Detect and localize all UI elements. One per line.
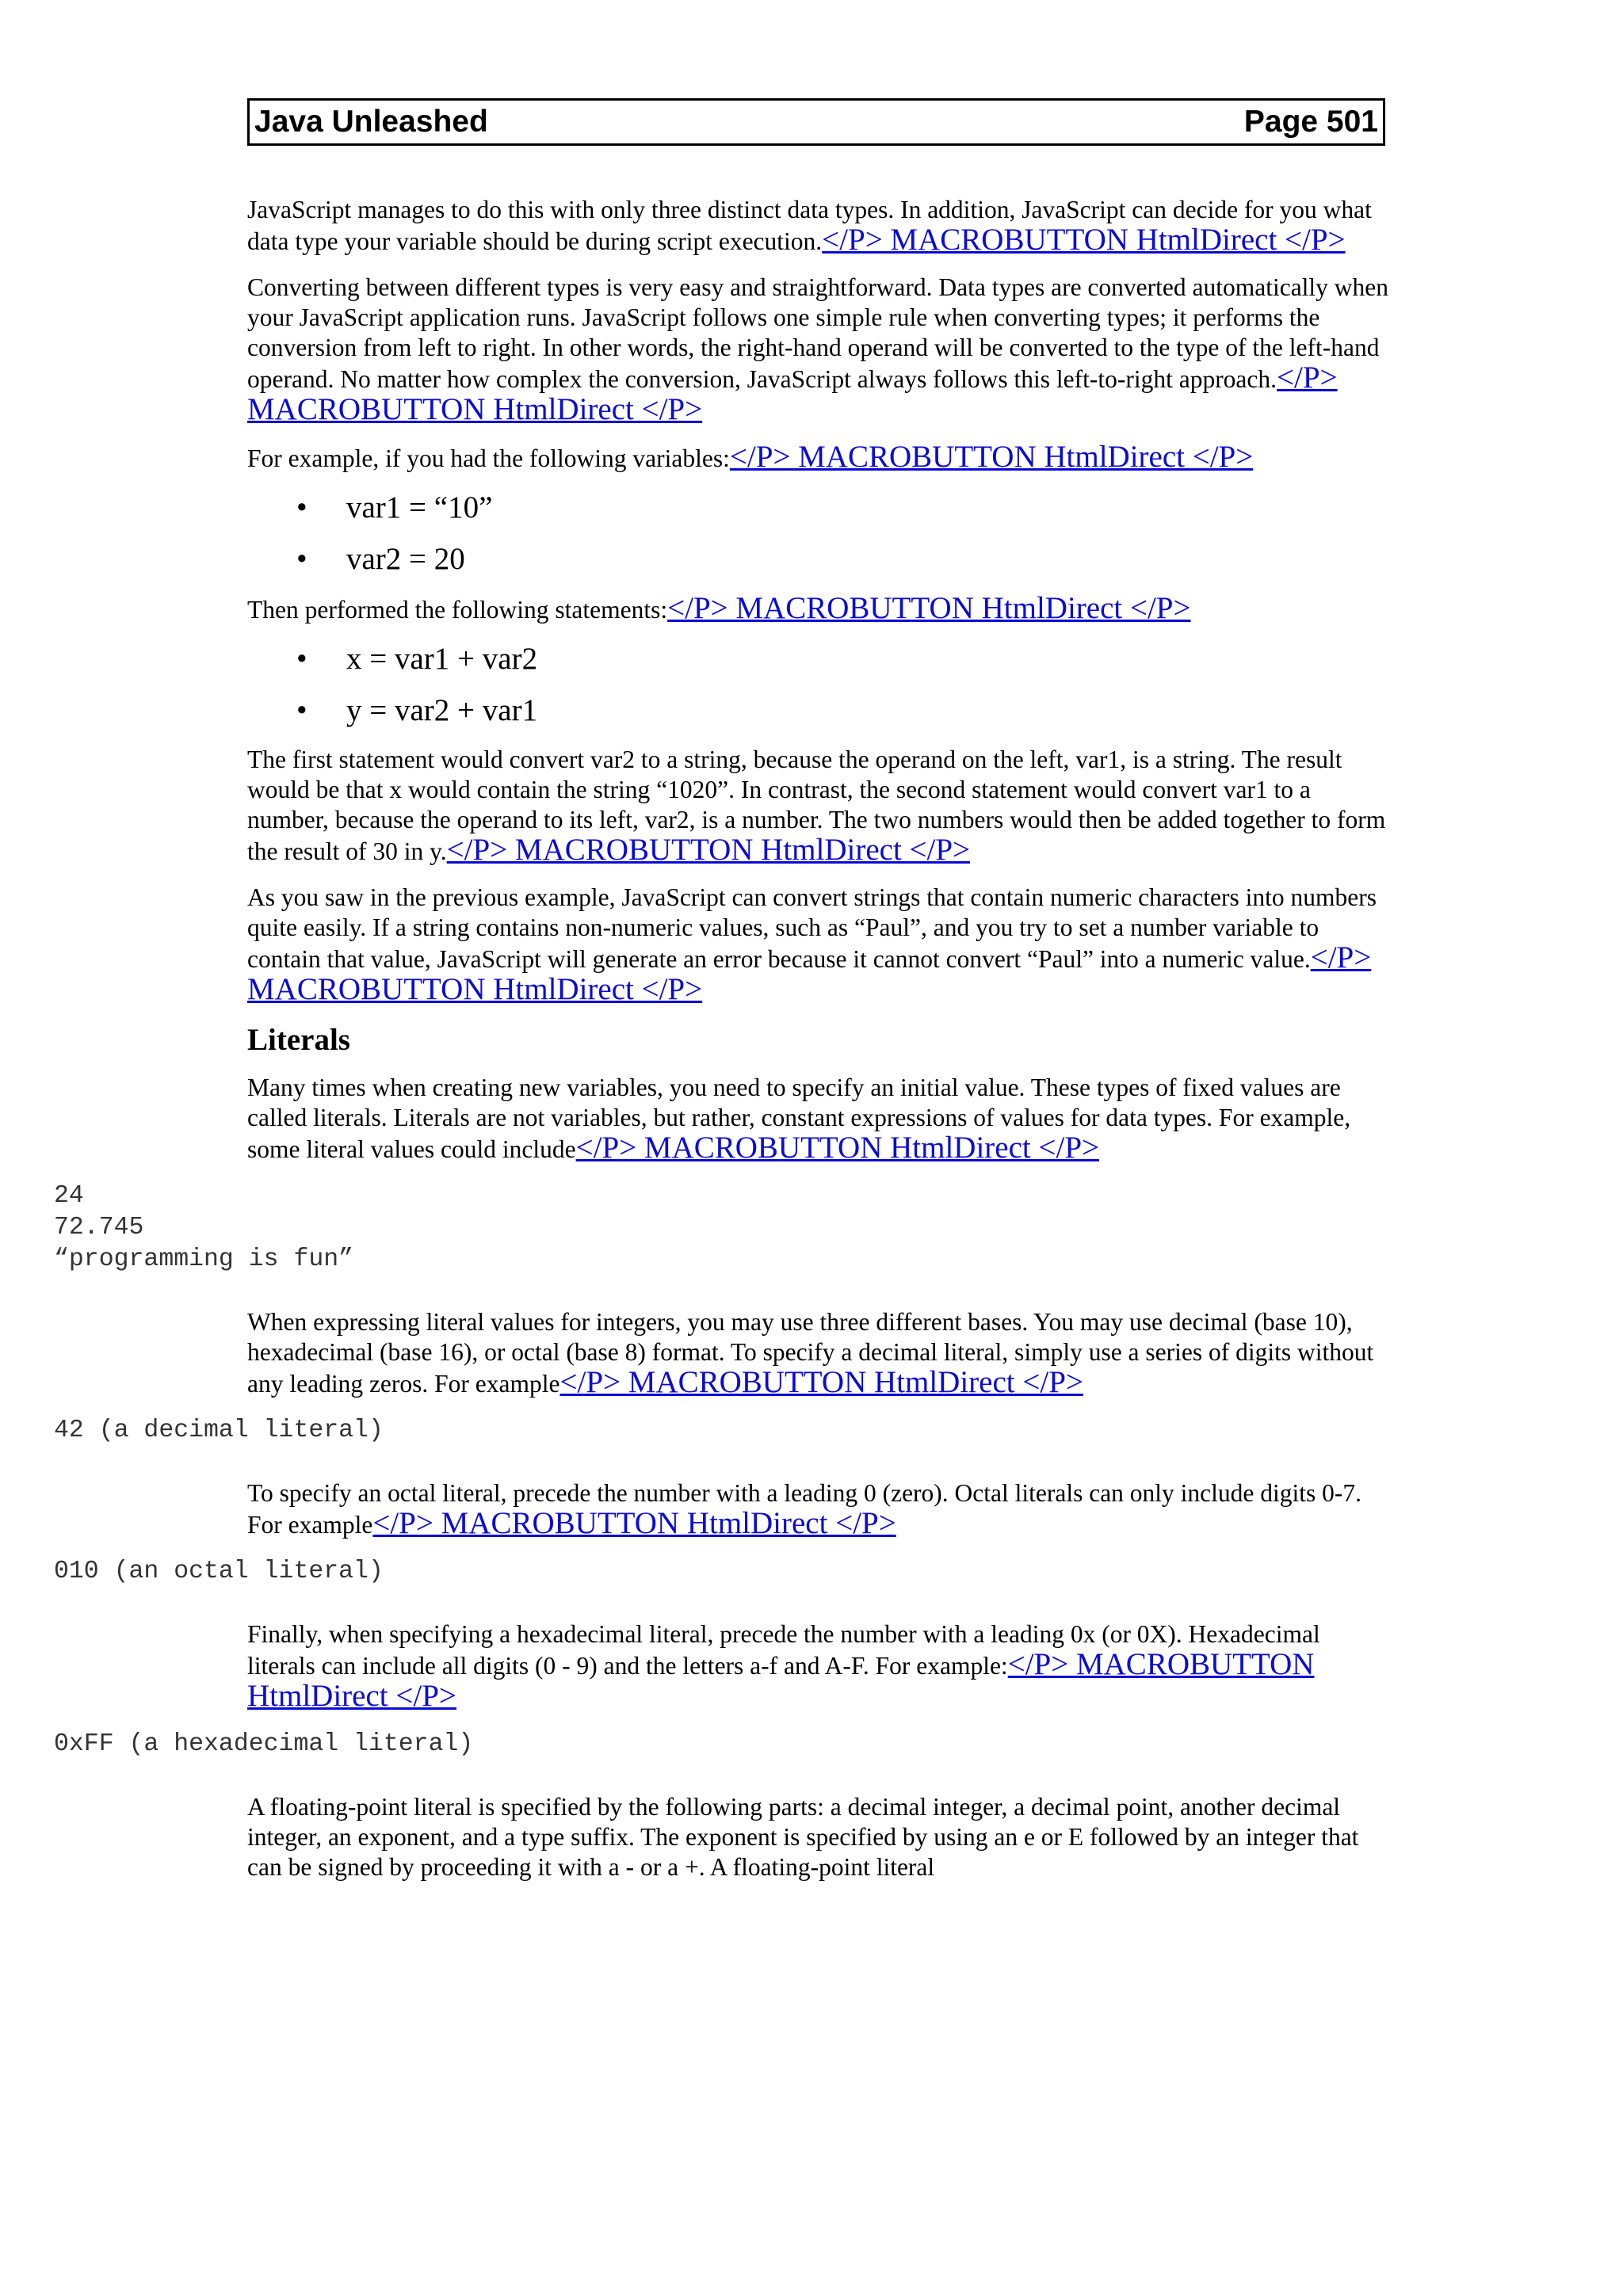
page-content	[54, 195, 1392, 1898]
statements-list	[247, 641, 1392, 729]
page-header	[247, 98, 1385, 146]
macrobutton-link[interactable]: </P> MACROBUTTON HtmlDirect </P>	[446, 833, 971, 867]
paragraph-11	[247, 1792, 1392, 1882]
paragraph-10	[247, 1619, 1392, 1713]
paragraph-4	[247, 593, 1392, 625]
code-block	[54, 1415, 1392, 1447]
variables-list	[247, 490, 1392, 578]
macrobutton-link[interactable]: </P> MACROBUTTON HtmlDirect </P>	[372, 1506, 896, 1540]
code-block	[54, 1180, 1392, 1276]
macrobutton-link[interactable]: </P> MACROBUTTON HtmlDirect </P>	[247, 940, 1372, 1006]
paragraph-8	[247, 1307, 1392, 1399]
code-line: 42 (a decimal literal)	[54, 1417, 384, 1444]
macrobutton-link[interactable]: </P> MACROBUTTON HtmlDirect </P>	[247, 1647, 1315, 1713]
book-title: Java Unleashed	[254, 105, 488, 139]
macrobutton-link[interactable]: </P> MACROBUTTON HtmlDirect </P>	[247, 360, 1338, 426]
paragraph-text: The first statement would convert var2 to a string, because the operand on the left, var1, is a string. The result would be that x would contain the string “1020”. In contrast, the second statement would convert var1 to a number, because the operand to its left, var2, is a number. The two numbers would then be added together to form the result of 30 in y.	[247, 746, 1386, 865]
list-item: • y = var2 + var1	[296, 693, 538, 727]
page-number: Page 501	[1243, 105, 1378, 139]
paragraph-6	[247, 883, 1392, 1006]
list-item: • x = var1 + var2	[296, 642, 538, 676]
macrobutton-link[interactable]: </P> MACROBUTTON HtmlDirect </P>	[822, 223, 1346, 257]
bullet-icon: •	[296, 542, 307, 576]
macrobutton-link[interactable]: </P> MACROBUTTON HtmlDirect </P>	[729, 440, 1254, 474]
paragraph-text: As you saw in the previous example, JavaScript can convert strings that contain numeric characters into numbers quite easily. If a string contains non-numeric values, such as “Paul”, and you try to set a number variable to contain that value, JavaScript will generate an error because it cannot convert “Paul” into a numeric value.	[247, 883, 1377, 973]
code-line: “programming is fun”	[54, 1245, 354, 1273]
code-line: 72.745	[54, 1214, 144, 1241]
paragraph-text: Finally, when specifying a hexadecimal literal, precede the number with a leading 0x (or 0X). Hexadecimal literals can include all digits (0 - 9) and the letters a-f and A-F. For example:	[247, 1620, 1320, 1680]
code-block	[54, 1556, 1392, 1588]
bullet-icon: •	[296, 693, 307, 727]
paragraph-text: Converting between different types is very easy and straightforward. Data types are converted automatically when your JavaScript application runs. JavaScript follows one simple rule when converting types; it performs the conversion from left to right. In other words, the right-hand operand will be converted to the type of the left-hand operand. No matter how complex the conversion, JavaScript always follows this left-to-right approach.	[247, 273, 1389, 393]
paragraph-text: A floating-point literal is specified by the following parts: a decimal integer, a decimal point, another decimal integer, an exponent, and a type suffix. The exponent is specified by using an e or E followed by an integer that can be signed by proceeding it with a - or a +. A floating-point literal	[247, 1793, 1359, 1881]
paragraph-1	[247, 195, 1392, 257]
paragraph-2	[247, 273, 1392, 426]
code-line: 010 (an octal literal)	[54, 1558, 384, 1585]
paragraph-text: JavaScript manages to do this with only three distinct data types. In addition, JavaScript can decide for you what data type your variable should be during script execution.	[247, 196, 1372, 255]
code-line: 0xFF (a hexadecimal literal)	[54, 1730, 474, 1758]
paragraph-text: Then performed the following statements:	[247, 596, 668, 624]
section-heading: Literals	[247, 1023, 350, 1057]
list-item: • var1 = “10”	[296, 490, 493, 524]
paragraph-3	[247, 442, 1392, 474]
bullet-icon: •	[296, 642, 307, 676]
paragraph-text: To specify an octal literal, precede the number with a leading 0 (zero). Octal literals can only include digits 0-7. For example	[247, 1479, 1362, 1539]
paragraph-text: Many times when creating new variables, you need to specify an initial value. These types of fixed values are called literals. Literals are not variables, but rather, constant expressions of values for data types. For example, some literal values could include	[247, 1074, 1351, 1163]
macrobutton-link[interactable]: </P> MACROBUTTON HtmlDirect </P>	[667, 591, 1191, 625]
list-item: • var2 = 20	[296, 542, 465, 576]
macrobutton-link[interactable]: </P> MACROBUTTON HtmlDirect </P>	[575, 1131, 1099, 1165]
paragraph-text: When expressing literal values for integers, you may use three different bases. You may use decimal (base 10), hexadecimal (base 16), or octal (base 8) format. To specify a decimal literal, simply use a series of digits without any leading zeros. For example	[247, 1308, 1374, 1398]
code-block	[54, 1729, 1392, 1760]
paragraph-5	[247, 745, 1392, 867]
bullet-icon: •	[296, 490, 307, 524]
paragraph-9	[247, 1478, 1392, 1540]
code-line: 24	[54, 1182, 84, 1210]
paragraph-text: For example, if you had the following variables:	[247, 444, 730, 472]
macrobutton-link[interactable]: </P> MACROBUTTON HtmlDirect </P>	[559, 1365, 1083, 1399]
paragraph-7	[247, 1073, 1392, 1165]
